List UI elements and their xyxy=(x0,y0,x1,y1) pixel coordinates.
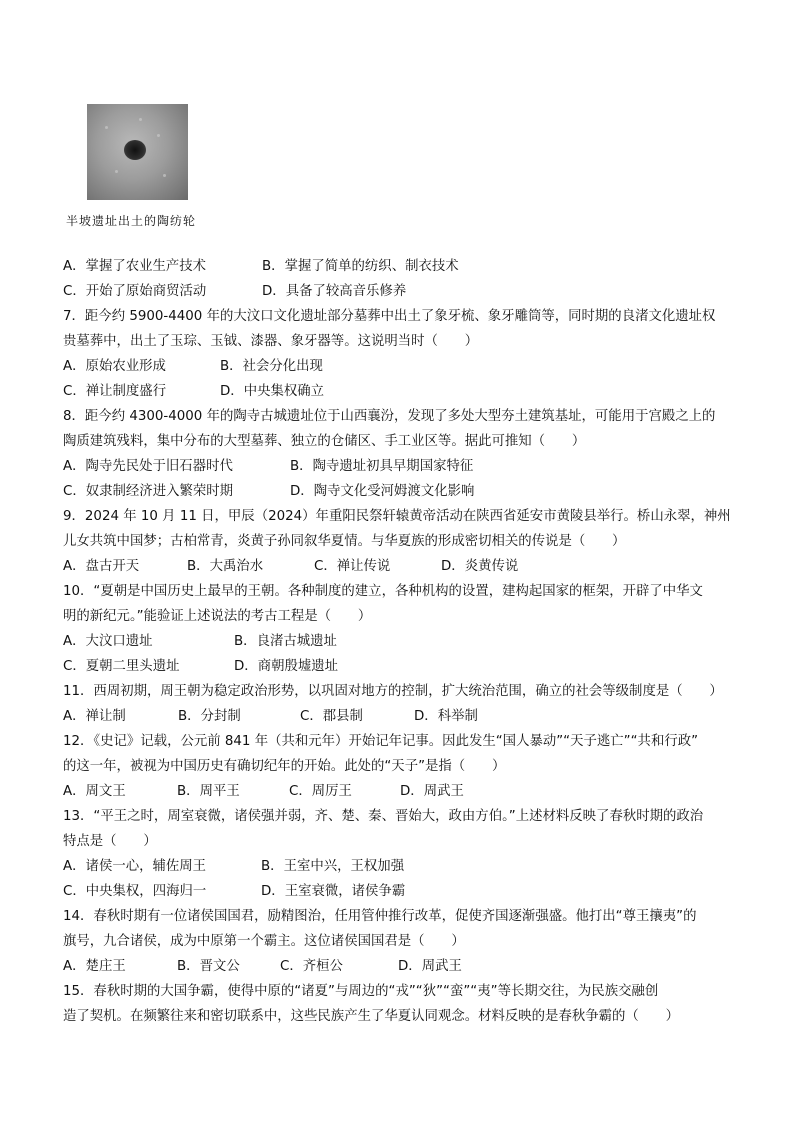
spinning-whorl-photo xyxy=(87,104,188,200)
q6-option-d[interactable]: D．具备了较高音乐修养 xyxy=(262,284,407,299)
q11-option-a[interactable]: A．禅让制 xyxy=(63,709,126,724)
q13-option-b[interactable]: B．王室中兴，王权加强 xyxy=(261,859,405,874)
q15-stem-line-2: 造了契机。在频繁往来和密切联系中，这些民族产生了华夏认同观念。材料反映的是春秋争霸的（ ） xyxy=(63,1009,679,1024)
q10-option-d[interactable]: D．商朝殷墟遗址 xyxy=(234,659,339,674)
q8-option-a[interactable]: A．陶寺先民处于旧石器时代 xyxy=(63,459,233,474)
q12-option-c[interactable]: C．周厉王 xyxy=(289,784,352,799)
q9-stem-line-2: 儿女共筑中国梦；古柏常青，炎黄子孙同叙华夏情。与华夏族的形成密切相关的传说是（ ） xyxy=(63,534,626,549)
figure-caption: 半坡遗址出土的陶纺轮 xyxy=(66,214,197,228)
whorl-hole xyxy=(124,140,146,160)
q10-option-b[interactable]: B．良渚古城遗址 xyxy=(234,634,337,649)
q14-option-b[interactable]: B．晋文公 xyxy=(177,959,240,974)
q9-option-b[interactable]: B．大禹治水 xyxy=(187,559,264,574)
q11-stem-line-1: 11．西周初期，周王朝为稳定政治形势，以巩固对地方的控制，扩大统治范围，确立的社会等级制度是（ ） xyxy=(63,684,723,699)
q10-option-c[interactable]: C．夏朝二里头遗址 xyxy=(63,659,180,674)
q8-option-b[interactable]: B．陶寺遗址初具早期国家特征 xyxy=(290,459,474,474)
q8-option-c[interactable]: C．奴隶制经济进入繁荣时期 xyxy=(63,484,234,499)
q14-stem-line-2: 旗号，九合诸侯，成为中原第一个霸主。这位诸侯国国君是（ ） xyxy=(63,934,465,949)
q7-stem-line-2: 贵墓葬中，出土了玉琮、玉钺、漆器、象牙器等。这说明当时（ ） xyxy=(63,334,479,349)
q14-option-d[interactable]: D．周武王 xyxy=(398,959,462,974)
q11-option-c[interactable]: C．郡县制 xyxy=(300,709,363,724)
q9-stem-line-1: 9．2024 年 10 月 11 日，甲辰（2024）年重阳民祭轩辕黄帝活动在陕西省延安市黄陵县举行。桥山永翠，神州 xyxy=(63,509,731,524)
q12-option-a[interactable]: A．周文王 xyxy=(63,784,126,799)
q10-option-a[interactable]: A．大汶口遗址 xyxy=(63,634,153,649)
q10-stem-line-1: 10．“夏朝是中国历史上最早的王朝。各种制度的建立，各种机构的设置，建构起国家的框架，开辟了中华文 xyxy=(63,584,703,599)
q14-option-a[interactable]: A．楚庄王 xyxy=(63,959,126,974)
q13-option-c[interactable]: C．中央集权，四海归一 xyxy=(63,884,207,899)
q9-option-c[interactable]: C．禅让传说 xyxy=(314,559,391,574)
q12-option-d[interactable]: D．周武王 xyxy=(400,784,464,799)
q13-stem-line-2: 特点是（ ） xyxy=(63,834,157,849)
q12-stem-line-2: 的这一年，被视为中国历史有确切纪年的开始。此处的“天子”是指（ ） xyxy=(63,759,506,774)
q13-option-a[interactable]: A．诸侯一心，辅佐周王 xyxy=(63,859,207,874)
q6-option-c[interactable]: C．开始了原始商贸活动 xyxy=(63,284,207,299)
q10-stem-line-2: 明的新纪元。”能验证上述说法的考古工程是（ ） xyxy=(63,609,372,624)
q7-stem-line-1: 7．距今约 5900-4400 年的大汶口文化遗址部分墓葬中出土了象牙梳、象牙雕筒等，同时期的良渚文化遗址权 xyxy=(63,309,716,324)
q8-stem-line-2: 陶质建筑残料，集中分布的大型墓葬、独立的仓储区、手工业区等。据此可推知（ ） xyxy=(63,434,586,449)
q9-option-d[interactable]: D．炎黄传说 xyxy=(441,559,519,574)
q13-option-d[interactable]: D．王室衰微，诸侯争霸 xyxy=(261,884,406,899)
q7-option-d[interactable]: D．中央集权确立 xyxy=(220,384,325,399)
q15-stem-line-1: 15．春秋时期的大国争霸，使得中原的“诸夏”与周边的“戎”“狄”“蛮”“夷”等长期交往，为民族交融创 xyxy=(63,984,659,999)
q6-option-b[interactable]: B．掌握了简单的纺织、制衣技术 xyxy=(262,259,459,274)
q8-stem-line-1: 8．距今约 4300-4000 年的陶寺古城遗址位于山西襄汾，发现了多处大型夯土建筑基址，可能用于宫殿之上的 xyxy=(63,409,716,424)
q14-option-c[interactable]: C．齐桓公 xyxy=(280,959,343,974)
q12-option-b[interactable]: B．周平王 xyxy=(177,784,240,799)
q14-stem-line-1: 14．春秋时期有一位诸侯国国君，励精图治，任用管仲推行改革，促使齐国逐渐强盛。他打出“尊王攘夷”的 xyxy=(63,909,697,924)
q12-stem-line-1: 12．《史记》记载，公元前 841 年（共和元年）开始记年记事。因此发生“国人暴动”“天子逃亡”“共和行政” xyxy=(63,734,699,749)
q8-option-d[interactable]: D．陶寺文化受河姆渡文化影响 xyxy=(290,484,475,499)
q9-option-a[interactable]: A．盘古开天 xyxy=(63,559,140,574)
q11-option-d[interactable]: D．科举制 xyxy=(414,709,478,724)
q7-option-c[interactable]: C．禅让制度盛行 xyxy=(63,384,167,399)
q11-option-b[interactable]: B．分封制 xyxy=(178,709,241,724)
q7-option-a[interactable]: A．原始农业形成 xyxy=(63,359,166,374)
q6-option-a[interactable]: A．掌握了农业生产技术 xyxy=(63,259,207,274)
q13-stem-line-1: 13．“平王之时，周室衰微，诸侯强并弱，齐、楚、秦、晋始大，政由方伯。”上述材料反映了春秋时期的政治 xyxy=(63,809,704,824)
q7-option-b[interactable]: B．社会分化出现 xyxy=(220,359,323,374)
